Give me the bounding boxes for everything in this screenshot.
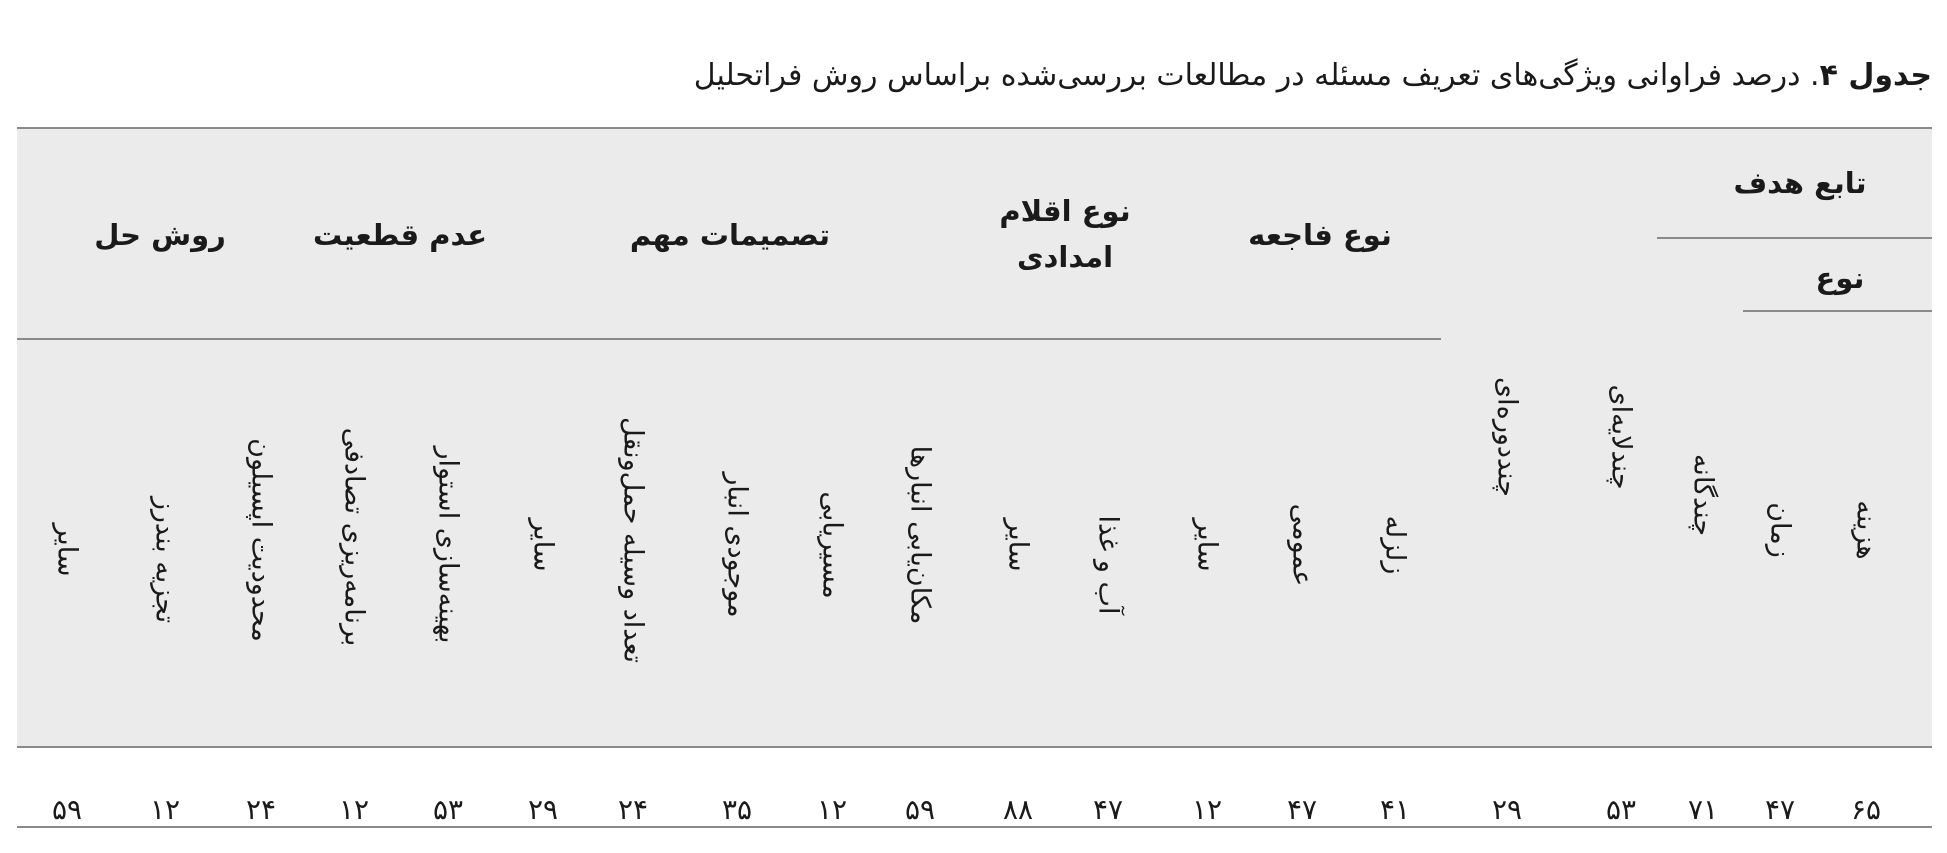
column-header: موجودی انبار: [721, 472, 753, 618]
column-header: محدودیت اپسیلون: [245, 438, 277, 642]
column-header: تجزیه بندرز: [149, 496, 181, 624]
group-type: نوع: [1815, 261, 1865, 295]
group-key-decisions: تصمیمات مهم: [629, 218, 831, 252]
cell-value: ۴۷: [1764, 793, 1796, 826]
group-disaster-type: نوع فاجعه: [1248, 218, 1392, 252]
cell-value: ۸۸: [1002, 793, 1034, 826]
caption-lead: جدول ۴: [1819, 58, 1932, 93]
column-header: چنددوره‌ای: [1491, 377, 1523, 497]
column-header: سایر: [51, 523, 83, 577]
cell-value: ۵۹: [904, 793, 936, 826]
table-caption: [694, 58, 1932, 93]
column-header: زمان: [1764, 502, 1796, 558]
caption-text: . درصد فراوانی ویژگی‌های تعریف مسئله در مطالعات بررسی‌شده براساس روش فراتحلیل: [693, 58, 1820, 93]
cell-value: ۴۱: [1379, 793, 1411, 826]
group-header-rule: [17, 338, 1441, 340]
column-header: مسیریابی: [816, 491, 848, 599]
header-bottom-rule: [17, 746, 1932, 748]
column-header: چندگانه: [1687, 453, 1719, 537]
group-solution-method: روش حل: [94, 218, 226, 252]
cell-value: ۱۲: [338, 793, 370, 826]
column-header: هزینه: [1850, 500, 1882, 560]
cell-value: ۶۵: [1850, 793, 1882, 826]
cell-value: ۵۹: [51, 793, 83, 826]
cell-value: ۱۲: [149, 793, 181, 826]
column-header: تعداد وسیله حمل‌ونقل: [617, 416, 649, 664]
cell-value: ۱۲: [816, 793, 848, 826]
table-top-rule: [17, 127, 1932, 129]
table-bottom-rule: [17, 826, 1932, 828]
column-header: سایر: [527, 518, 559, 572]
cell-value: ۱۲: [1191, 793, 1223, 826]
group-uncertainty: عدم قطعیت: [312, 218, 488, 252]
column-header: برنامه‌ریزی تصادفی: [338, 427, 370, 647]
cell-value: ۵۳: [1605, 793, 1637, 826]
column-header: مکان‌یابی انبارها: [904, 445, 936, 625]
group-relief-items: نوع اقلام امدادی: [999, 194, 1131, 274]
column-header: چندلایه‌ای: [1605, 384, 1637, 490]
cell-value: ۲۹: [1491, 793, 1523, 826]
cell-value: ۴۷: [1286, 793, 1318, 826]
column-header: آب و غذا: [1092, 515, 1124, 615]
column-header: زلزله: [1379, 515, 1411, 575]
group-objective: تابع هدف: [1733, 166, 1867, 200]
cell-value: ۲۴: [245, 793, 277, 826]
objective-rule: [1657, 237, 1932, 239]
cell-value: ۵۳: [432, 793, 464, 826]
column-header: سایر: [1002, 518, 1034, 572]
cell-value: ۷۱: [1687, 793, 1719, 826]
column-header: بهینه‌سازی استوار: [432, 446, 464, 644]
type-rule: [1743, 310, 1932, 312]
column-header: سایر: [1191, 518, 1223, 572]
cell-value: ۲۹: [527, 793, 559, 826]
cell-value: ۳۵: [721, 793, 753, 826]
cell-value: ۲۴: [617, 793, 649, 826]
cell-value: ۴۷: [1092, 793, 1124, 826]
column-header: عمومی: [1286, 503, 1318, 587]
